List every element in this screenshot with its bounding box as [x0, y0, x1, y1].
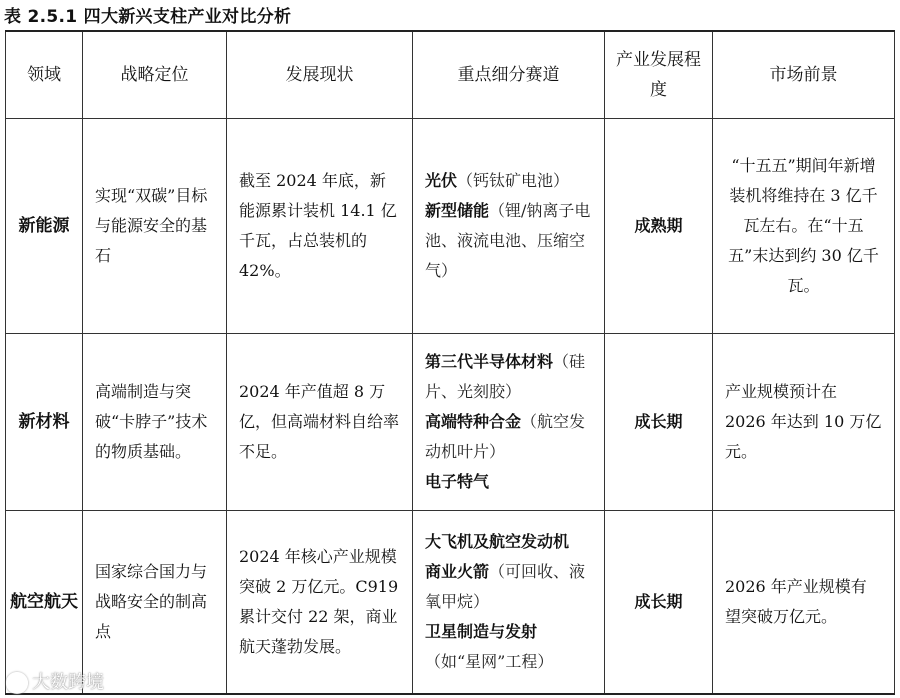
row-positioning: 高端制造与突破“卡脖子”技术的物质基础。: [83, 334, 227, 511]
row-status: 2024 年产值超 8 万亿，但高端材料自给率不足。: [227, 334, 413, 511]
row-domain: 航空航天: [6, 511, 83, 695]
watermark-logo-icon: [6, 672, 28, 694]
header-segments: 重点细分赛道: [413, 31, 605, 119]
table-caption: 表 2.5.1 四大新兴支柱产业对比分析: [4, 7, 292, 27]
segment-item: 卫星制造与发射（如“星网”工程）: [425, 622, 554, 671]
table-row: [6, 334, 895, 511]
row-prospect: 产业规模预计在 2026 年达到 10 万亿元。: [713, 334, 895, 511]
row-status: 截至 2024 年底，新能源累计装机 14.1 亿千瓦，占总装机的 42%。: [227, 119, 413, 334]
header-prospect: 市场前景: [713, 31, 895, 119]
row-positioning: 实现“双碳”目标与能源安全的基石: [83, 119, 227, 334]
row-prospect: “十五五”期间年新增装机将维持在 3 亿千瓦左右。在“十五五”末达到约 30 亿千瓦。: [713, 119, 895, 334]
row-segments: [413, 334, 605, 511]
segment-item: 第三代半导体材料（硅片、光刻胶）: [425, 352, 586, 401]
row-prospect: 2026 年产业规模有望突破万亿元。: [713, 511, 895, 695]
header-stage: 产业发展程度: [605, 31, 713, 119]
header-domain: 领域: [6, 31, 83, 119]
row-positioning: 国家综合国力与战略安全的制高点: [83, 511, 227, 695]
row-segments: [413, 511, 605, 695]
row-segments: [413, 119, 605, 334]
row-domain: 新能源: [6, 119, 83, 334]
header-row: [6, 31, 895, 119]
table-row: [6, 511, 895, 695]
segment-item: 新型储能（锂/钠离子电池、液流电池、压缩空气）: [425, 201, 591, 280]
segment-item: 大飞机及航空发动机: [425, 532, 570, 551]
row-status: 2024 年核心产业规模突破 2 万亿元。C919 累计交付 22 架，商业航天蓬勃发展。: [227, 511, 413, 695]
row-stage: 成长期: [605, 511, 713, 695]
segment-item: 商业火箭（可回收、液氧甲烷）: [425, 562, 586, 611]
row-stage: 成长期: [605, 334, 713, 511]
row-domain: 新材料: [6, 334, 83, 511]
segment-item: 光伏（钙钛矿电池）: [425, 171, 570, 190]
row-stage: 成熟期: [605, 119, 713, 334]
header-status: 发展现状: [227, 31, 413, 119]
table-row: [6, 119, 895, 334]
segment-item: 高端特种合金（航空发动机叶片）: [425, 412, 586, 461]
segment-item: 电子特气: [425, 472, 490, 491]
header-positioning: 战略定位: [83, 31, 227, 119]
comparison-table: [5, 30, 895, 695]
watermark: 大数跨境: [6, 668, 104, 694]
